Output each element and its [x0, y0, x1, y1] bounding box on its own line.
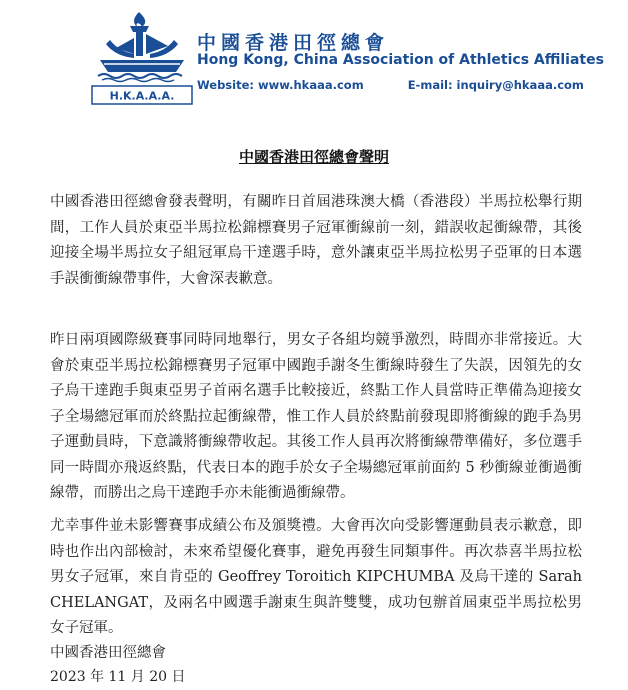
org-name-english: Hong Kong, China Association of Athletics Affiliates [197, 52, 604, 68]
signature-organization: 中國香港田徑總會 [50, 645, 166, 661]
website-text: Website: www.hkaaa.com [197, 78, 364, 92]
signature-date: 2023 年 11 月 20 日 [50, 669, 186, 685]
hkaaa-logo [90, 10, 194, 106]
org-name-chinese: 中國香港田徑總會 [197, 32, 390, 54]
paragraph-1: 中國香港田徑總會發表聲明，有關昨日首屆港珠澳大橋（香港段）半馬拉松舉行期間，工作人員於東亞半馬拉松錦標賽男子冠軍衝線前一刻，錯誤收起衝線帶，其後迎接全場半馬拉女子組冠軍烏干達選手時，意外讓東亞半馬拉松男子亞軍的日本選手誤衝衝線帶事件，大會深表歉意。 [50, 194, 582, 287]
contact-line [197, 78, 624, 92]
paragraph-3: 尤幸事件並未影響賽事成績公布及頒獎禮。大會再次向受影響運動員表示歉意，即時也作出內部檢討，未來希望優化賽事，避免再發生同類事件。再次恭喜半馬拉松男女子冠軍，來自肯亞的 Geoffrey Toroitich KIPCHUMBA 及烏干達的 Sarah CHELANGAT，及兩名中國選手謝東生與許雙雙，成功包辦首屆東亞半馬拉松男女子冠軍。 [50, 518, 582, 636]
email-text: E-mail: inquiry@hkaaa.com [407, 78, 584, 92]
statement-title: 中國香港田徑總會聲明 [238, 148, 389, 166]
paragraph-2: 昨日兩項國際級賽事同時同地舉行，男女子各組均競爭激烈，時間亦非常接近。大會於東亞半馬拉松錦標賽男子冠軍中國跑手謝冬生衝線時發生了失誤，因領先的女子烏干達跑手與東亞男子首兩名選手比較接近，終點工作人員當時正準備為迎接女子全場總冠軍而於終點拉起衝線帶，惟工作人員於終點前發現即將衝線的跑手為男子運動員時，下意識將衝線帶收起。其後工作人員再次將衝線帶準備好，多位選手同一時間亦飛返終點，代表日本的跑手於女子全場總冠軍前面約 5 秒衝線並衝過衝線帶，而勝出之烏干達跑手亦未能衝過衝線帶。 [50, 332, 582, 501]
logo-wordmark: H.K.A.A.A. [109, 89, 175, 103]
